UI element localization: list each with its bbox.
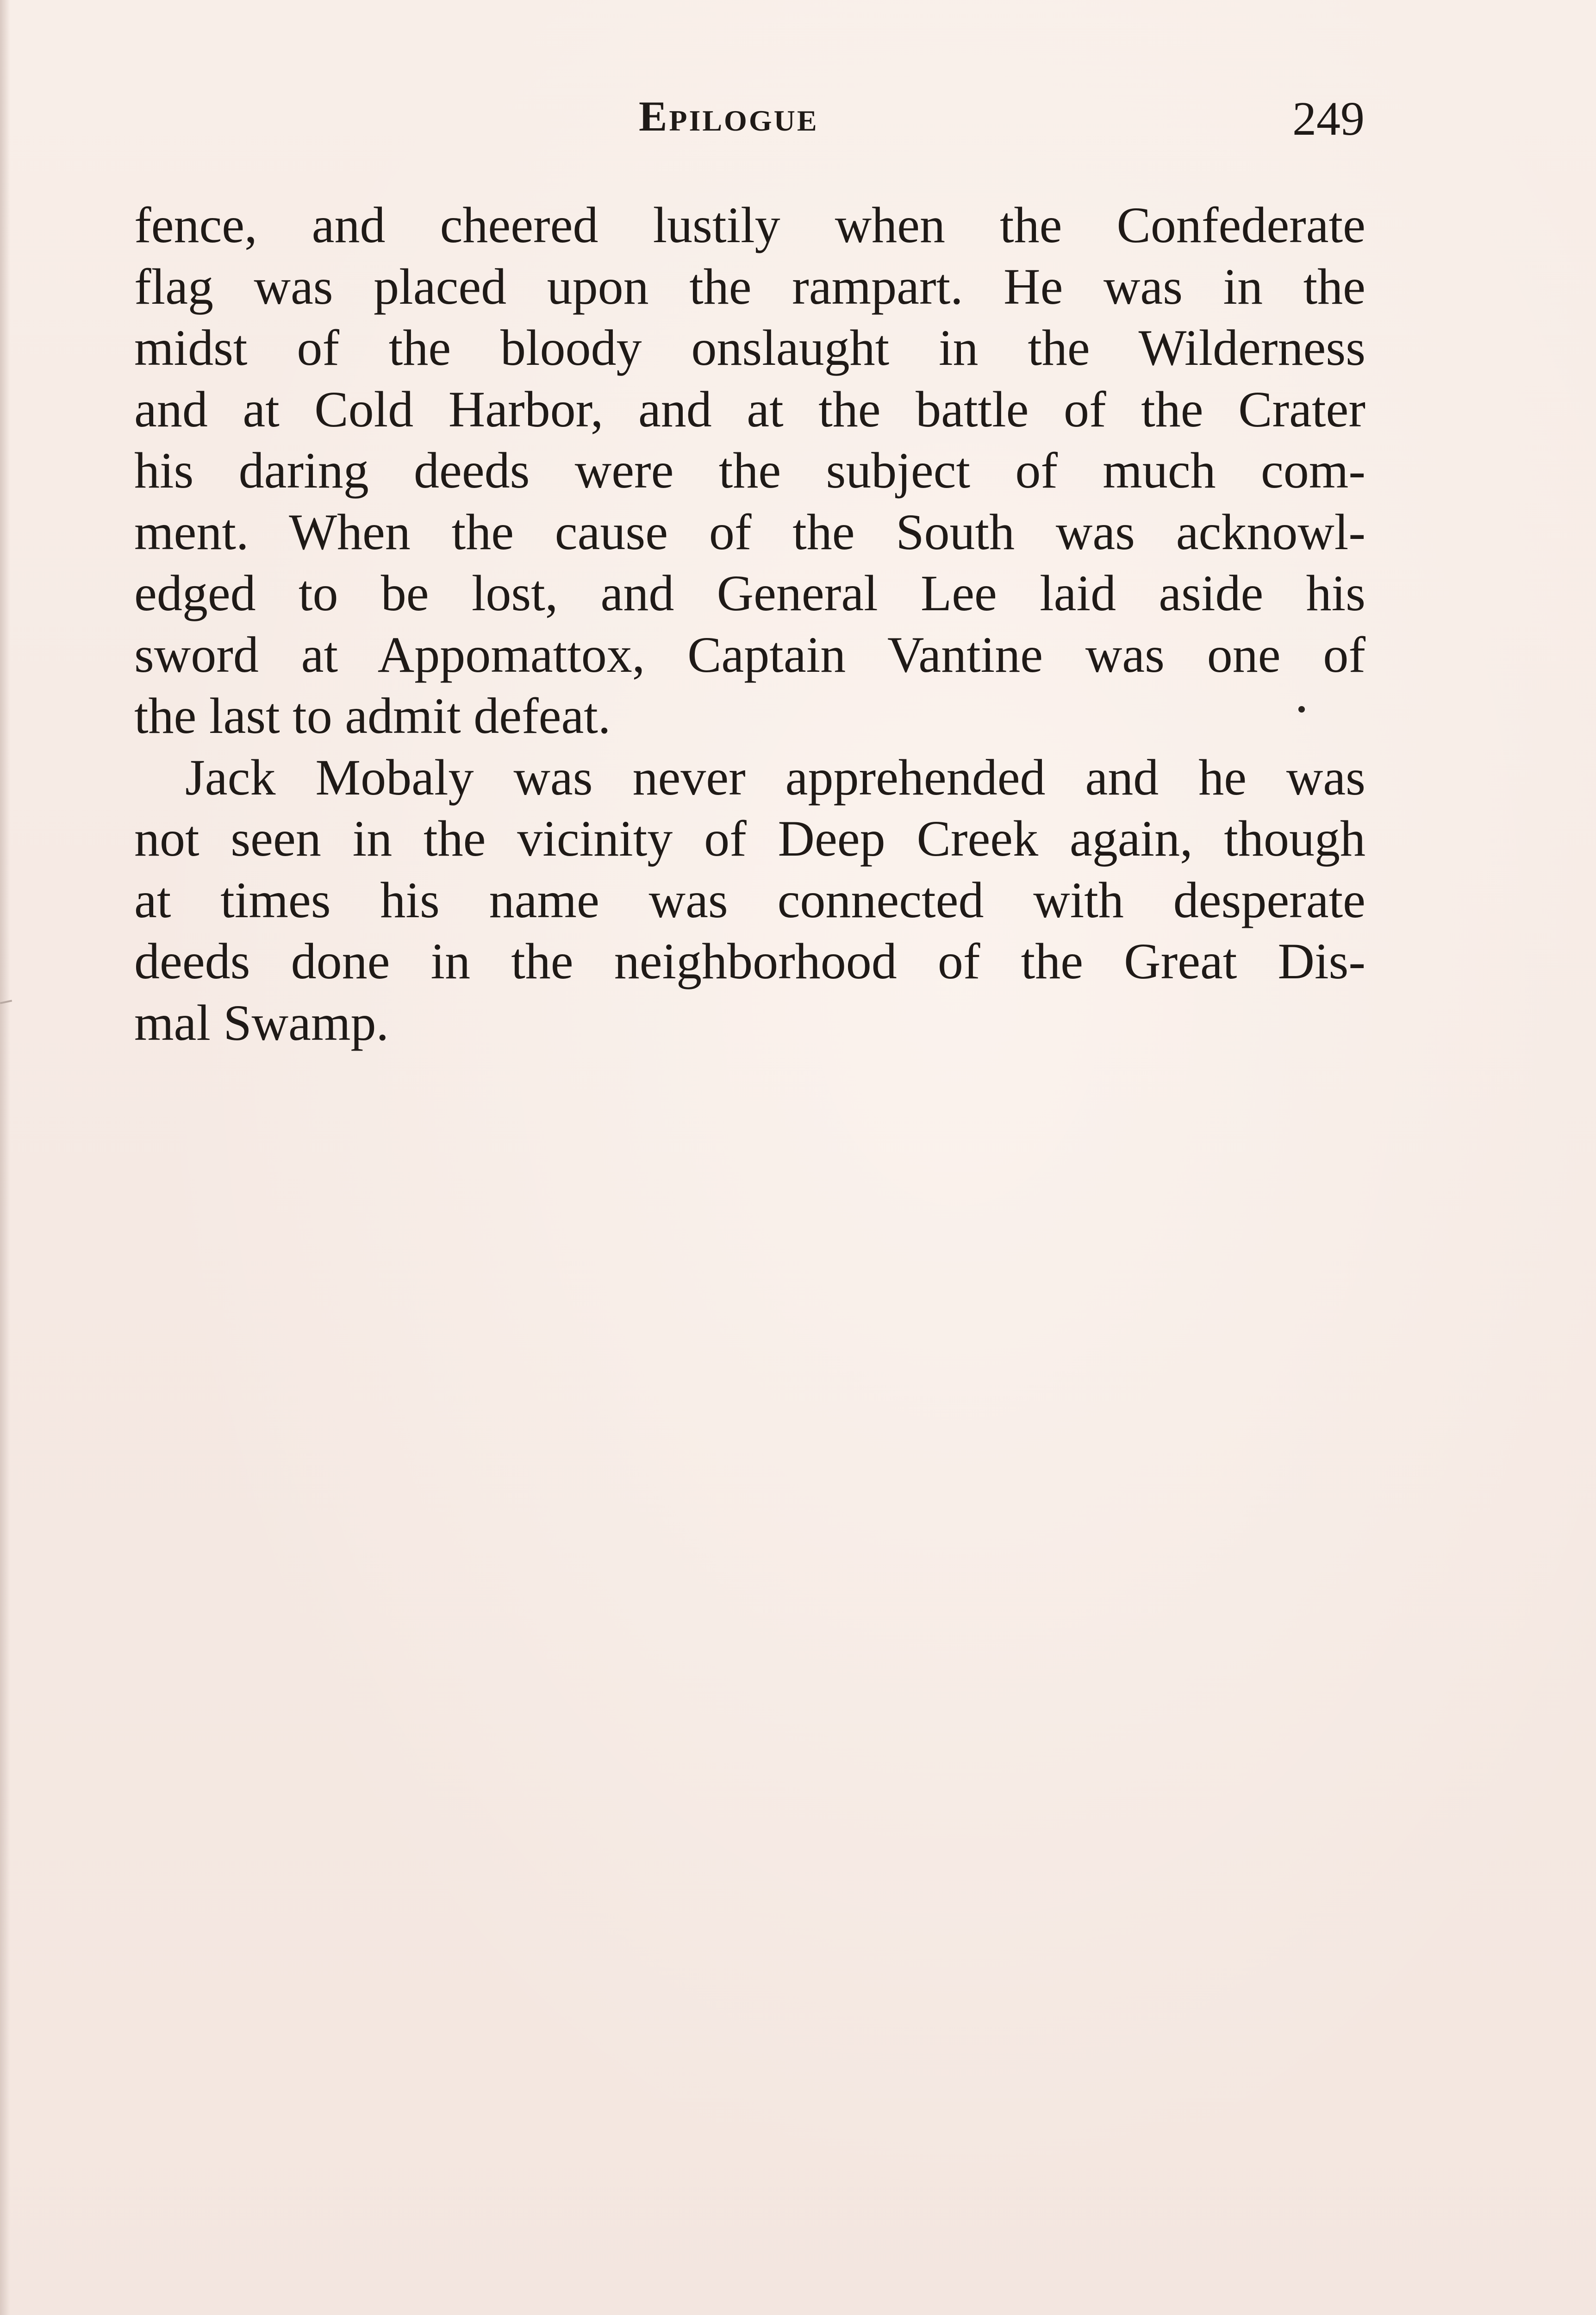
text-line: sword at Appomattox, Captain Vantine was one of bbox=[134, 626, 1365, 683]
page-edge-shadow bbox=[0, 0, 10, 2315]
text-line: midst of the bloody onslaught in the Wilderness bbox=[134, 319, 1365, 376]
paragraph-1 bbox=[134, 194, 1365, 747]
text-line: mal Swamp. bbox=[134, 994, 389, 1051]
text-line: his daring deeds were the subject of much com- bbox=[134, 442, 1365, 499]
text-line: the last to admit defeat. bbox=[134, 688, 611, 744]
body-text bbox=[134, 194, 1365, 1053]
text-line: Jack Mobaly was never apprehended and he was bbox=[185, 749, 1365, 806]
running-head: Epilogue bbox=[639, 93, 819, 140]
text-line: edged to be lost, and General Lee laid aside his bbox=[134, 565, 1365, 621]
text-line: at times his name was connected with desperate bbox=[134, 871, 1365, 928]
text-line: ment. When the cause of the South was acknowl- bbox=[134, 503, 1365, 560]
text-line: flag was placed upon the rampart. He was in the bbox=[134, 258, 1365, 315]
text-line: fence, and cheered lustily when the Confederate bbox=[134, 197, 1365, 253]
page-number: 249 bbox=[1292, 92, 1365, 145]
text-line: deeds done in the neighborhood of the Great Dis- bbox=[134, 933, 1365, 989]
text-line: not seen in the vicinity of Deep Creek again, though bbox=[134, 810, 1365, 867]
ink-speck bbox=[1298, 706, 1305, 713]
paragraph-2 bbox=[134, 747, 1365, 1054]
text-line: and at Cold Harbor, and at the battle of the Crater bbox=[134, 381, 1365, 438]
